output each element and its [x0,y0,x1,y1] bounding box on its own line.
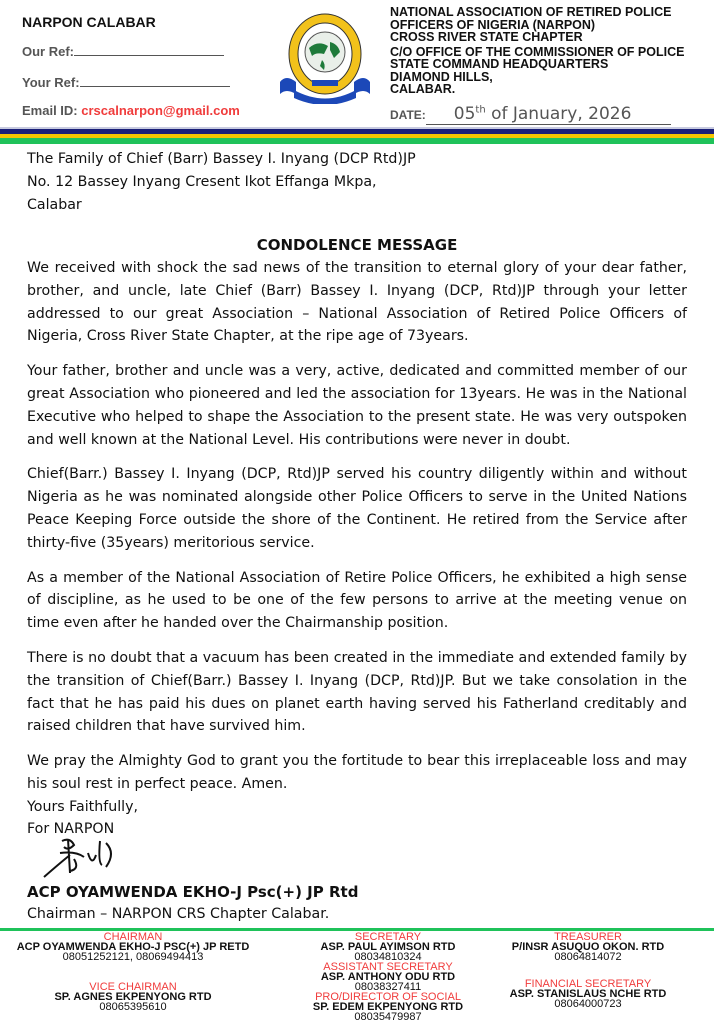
signatory-name: ACP OYAMWENDA EKHO-J Psc(+) JP Rtd [27,883,359,901]
narpon-logo [276,12,374,104]
our-ref-label: Our Ref: [22,44,74,59]
our-ref [22,44,224,59]
recipient-line: No. 12 Bassey Inyang Cresent Ikot Effanga Mkpa, [27,174,377,190]
email-line [22,103,240,118]
address-line: CALABAR. [390,82,456,96]
date-line [390,104,671,125]
paragraph: Chief(Barr.) Bassey I. Inyang (DCP, Rtd)JP served his country diligently within and without Nigeria as he was nominated alongside other Police Officers to serve in the United Nations Peace Keeping Force outside the shore of the Continent. He retired from the Service after thirty-five (35years) meritorious service. [27,466,687,551]
org-name: NARPON CALABAR [22,14,156,30]
closing-for: For NARPON [27,821,115,837]
footer-officer: FINANCIAL SECRETARY ASP. STANISLAUS NCHE RTD 08064000723 [509,978,667,1010]
footer-column-left [3,932,263,1012]
email-link[interactable]: crscalnarpon@gmail.com [81,103,240,118]
signatory-role: Chairman – NARPON CRS Chapter Calabar. [27,906,330,922]
paragraph: Your father, brother and uncle was a very, active, dedicated and committed member of our great Association who pioneered and led the association for 13years. He was in the National Executive who helped to shape the Association to the present state. He was very outspoken and well known at the National Level. His contributions were never in doubt. [27,363,687,448]
recipient-line: Calabar [27,197,82,213]
date-label: DATE: [390,108,426,122]
address-line: OFFICERS OF NIGERIA (NARPON) [390,17,596,32]
closing-salutation: Yours Faithfully, [27,799,139,815]
paragraph: There is no doubt that a vacuum has been created in the immediate and extended family by the transition of Chief(Barr.) Bassey I. Inyang (DCP, Rtd)JP. But we take consolation in the fact that he has paid his dues on planet earth having served his Fatherland creditably and raised children that have survived him. [27,649,687,735]
footer-officer: PRO/DIRECTOR OF SOCIAL SP. EDEM EKPENYONG RTD 08035479987 [312,991,464,1023]
paragraph: As a member of the National Association of Retire Police Officers, he exhibited a high sense of discipline, as he used to be one of the few persons to arrive at the meeting venue on time even after he handed over the Chairmanship position. [27,569,687,632]
paragraph: We pray the Almighty God to grant you the fortitude to bear this irreplaceable loss and may his soul rest in perfect peace. Amen. [27,753,687,792]
our-ref-line [74,44,224,56]
address-line: DIAMOND HILLS, [390,69,493,84]
stripe-green [0,138,714,144]
footer-officer: TREASURER P/INSR ASUQUO OKON. RTD 08064814072 [511,931,665,963]
your-ref-line [80,75,230,87]
your-ref-label: Your Ref: [22,75,80,90]
address-line: CROSS RIVER STATE CHAPTER [390,30,583,44]
date-value: 05th of January, 2026 [426,104,671,125]
footer-officer: CHAIRMAN ACP OYAMWENDA EKHO-J PSC(+) JP RETD 08051252121, 08069494413 [16,931,250,963]
signature [40,833,130,881]
address-line: C/O OFFICE OF THE COMMISSIONER OF POLICE [390,44,685,59]
letter-body [27,257,687,808]
your-ref [22,75,230,90]
recipient-address [27,148,416,217]
letterhead-address [390,6,684,96]
footer-officer: ASSISTANT SECRETARY ASP. ANTHONY ODU RTD 08038327411 [320,961,456,993]
recipient-line: The Family of Chief (Barr) Bassey I. Inyang (DCP Rtd)JP [27,151,416,167]
address-line: STATE COMMAND HEADQUARTERS [390,57,609,71]
letter-title: CONDOLENCE MESSAGE [256,236,458,254]
paragraph: We received with shock the sad news of the transition to eternal glory of your dear father, brother, and uncle, late Chief (Barr) Bassey I. Inyang (DCP, Rtd)JP through your letter addressed to our great Association – National Association of Retired Police Officers of Nigeria, Cross River State Chapter, at the ripe age of 73years. [27,260,687,345]
footer-column-right [458,932,714,1009]
footer-officer: VICE CHAIRMAN SP. AGNES EKPENYONG RTD 08065395610 [54,981,212,1013]
address-line: NATIONAL ASSOCIATION OF RETIRED POLICE [390,5,672,19]
email-label: Email ID: [22,103,78,118]
footer-officer: SECRETARY ASP. PAUL AYIMSON RTD 08034810324 [320,931,456,963]
